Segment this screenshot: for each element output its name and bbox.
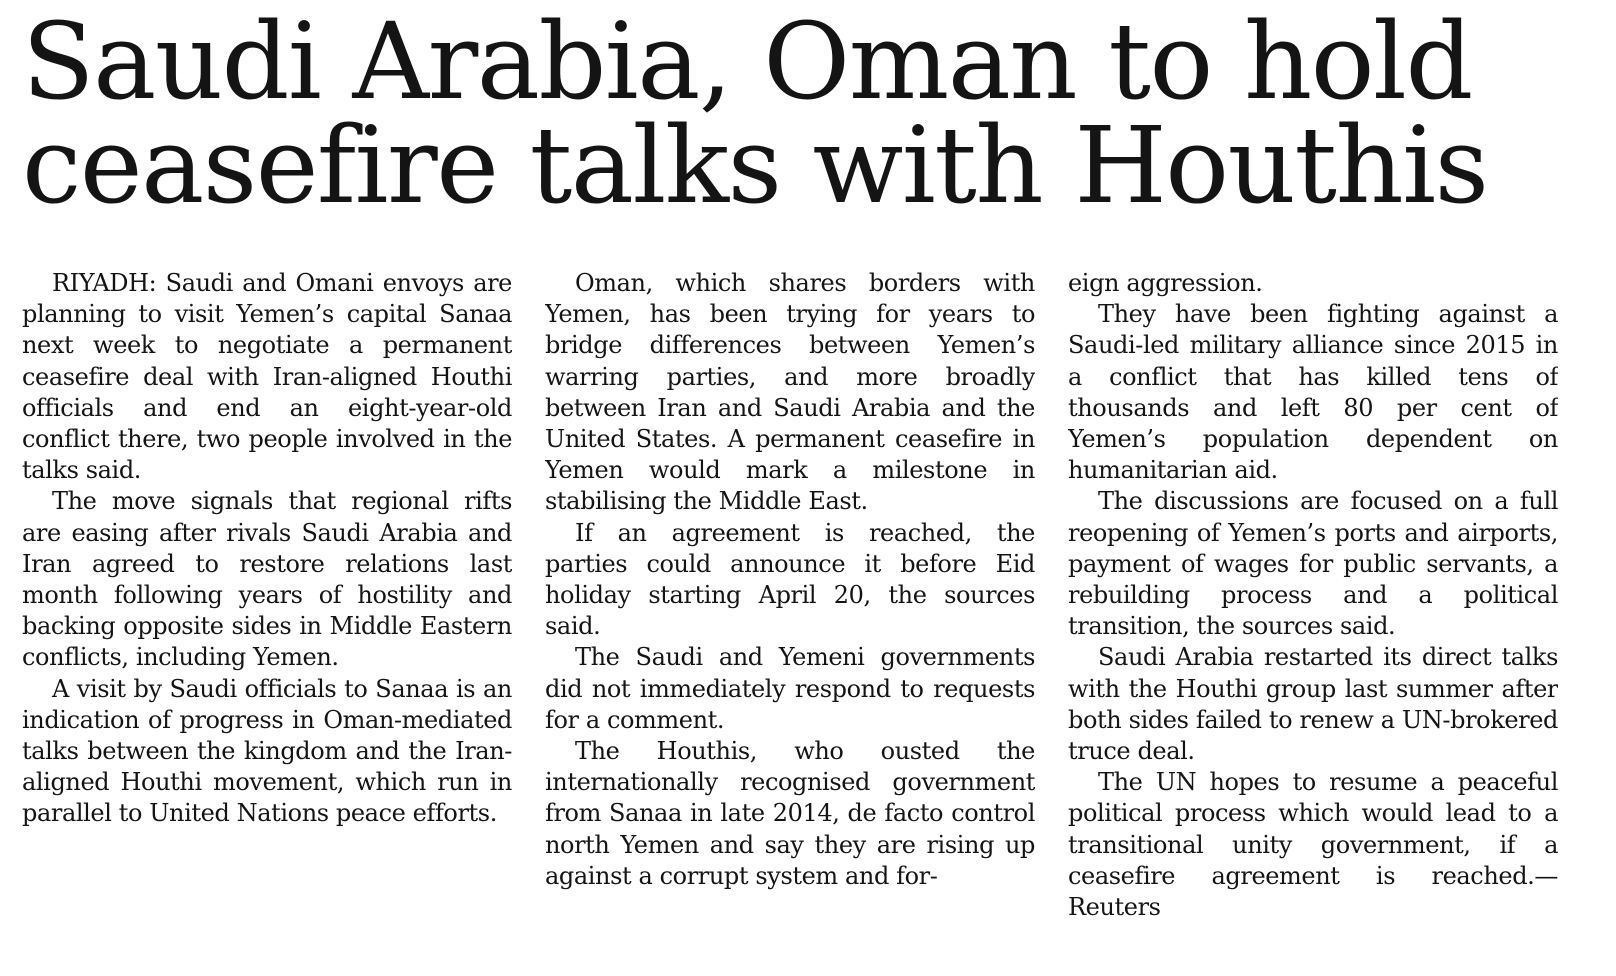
article-body [22, 268, 1558, 968]
paragraph: Saudi Arabia restarted its direct talks with the Houthi group last summer after both sides failed to renew a UN-brokered truce deal. [1068, 643, 1558, 766]
headline-line-1: Saudi Arabia, Oman to hold [22, 0, 1472, 123]
paragraph: RIYADH: Saudi and Omani envoys are planning to visit Yemen’s capital Sanaa next week to negotiate a permanent ceasefire deal with Iran-aligned Houthi officials and end an eight-year-old conflict there, two people involved in the talks said. [22, 269, 512, 485]
article-column-2 [545, 268, 1035, 968]
paragraph: If an agreement is reached, the parties could announce it before Eid holiday starting April 20, the sources said. [545, 518, 1035, 641]
paragraph: The discussions are focused on a full reopening of Yemen’s ports and airports, payment of wages for public servants, a rebuilding process and a political transition, the sources said. [1068, 487, 1558, 641]
paragraph: The move signals that regional rifts are easing after rivals Saudi Arabia and Iran agreed to restore relations last month following years of hostility and backing opposite sides in Middle Eastern conflicts, including Yemen. [22, 487, 512, 672]
article-column-1 [22, 268, 512, 968]
paragraph: The UN hopes to resume a peaceful political process which would lead to a transitional unity government, if a ceasefire agreement is reached.—Reuters [1068, 768, 1558, 922]
paragraph: The Saudi and Yemeni governments did not immediately respond to requests for a comment. [545, 643, 1035, 734]
paragraph: They have been fighting against a Saudi-led military alliance since 2015 in a conflict that has killed tens of thousands and left 80 per cent of Yemen’s population dependent on humanitarian aid. [1068, 300, 1558, 485]
paragraph: Oman, which shares borders with Yemen, has been trying for years to bridge differences between Yemen’s warring parties, and more broadly between Iran and Saudi Arabia and the United States. A permanent ceasefire in Yemen would mark a milestone in stabilising the Middle East. [545, 269, 1035, 516]
headline-line-2: ceasefire talks with Houthis [22, 104, 1488, 227]
paragraph: The Houthis, who ousted the internationally recognised government from Sanaa in late 2014, de facto control north Yemen and say they are rising up against a corrupt system and for- [545, 737, 1035, 890]
paragraph-continuation: eign aggression. [1068, 269, 1263, 297]
headline [22, 0, 1582, 227]
paragraph: A visit by Saudi officials to Sanaa is an indication of progress in Oman-mediated talks between the kingdom and the Iran-aligned Houthi movement, which run in parallel to United Nations peace efforts. [22, 674, 512, 828]
article-column-3 [1068, 268, 1558, 968]
